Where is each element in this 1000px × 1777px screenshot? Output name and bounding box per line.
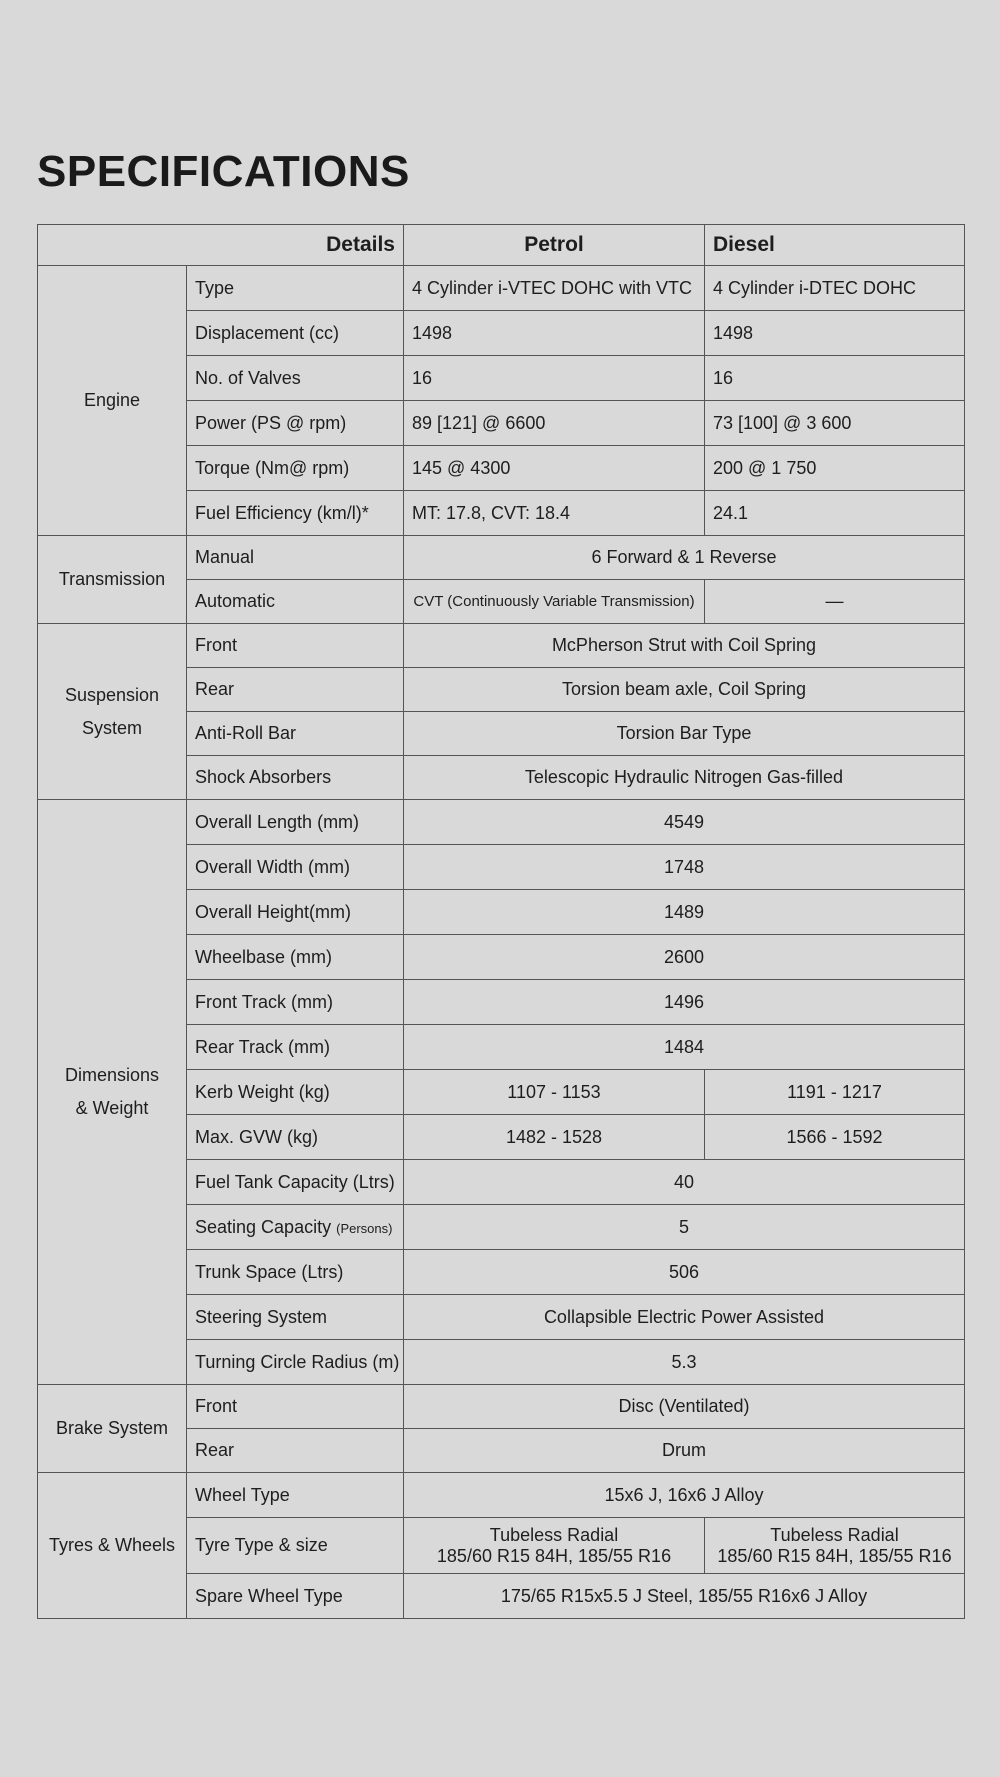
category-line: & Weight bbox=[75, 1098, 149, 1118]
row-label: Overall Length (mm) bbox=[187, 800, 404, 845]
row-label: Wheelbase (mm) bbox=[187, 935, 404, 980]
category-engine: Engine bbox=[38, 266, 187, 536]
category-line: System bbox=[81, 717, 142, 738]
shared-value: 1496 bbox=[404, 980, 965, 1025]
row-label: Rear bbox=[187, 668, 404, 712]
table-row bbox=[38, 1385, 965, 1429]
diesel-value: 1191 - 1217 bbox=[705, 1070, 965, 1115]
diesel-value: 1498 bbox=[705, 311, 965, 356]
shared-value: Torsion beam axle, Coil Spring bbox=[404, 668, 965, 712]
table-row bbox=[38, 536, 965, 580]
table-header-row bbox=[38, 225, 965, 266]
tyre-size-line: 185/60 R15 84H, 185/55 R16 bbox=[436, 1545, 672, 1566]
petrol-value: MT: 17.8, CVT: 18.4 bbox=[404, 491, 705, 536]
petrol-value: 1498 bbox=[404, 311, 705, 356]
header-petrol: Petrol bbox=[404, 225, 705, 266]
row-label: Steering System bbox=[187, 1295, 404, 1340]
petrol-value: CVT (Continuously Variable Transmission) bbox=[404, 580, 705, 624]
shared-value: 40 bbox=[404, 1160, 965, 1205]
shared-value: 1748 bbox=[404, 845, 965, 890]
row-label: Rear Track (mm) bbox=[187, 1025, 404, 1070]
shared-value: McPherson Strut with Coil Spring bbox=[404, 624, 965, 668]
page-title: SPECIFICATIONS bbox=[37, 147, 410, 196]
shared-value: Collapsible Electric Power Assisted bbox=[404, 1295, 965, 1340]
row-label: Shock Absorbers bbox=[187, 756, 404, 800]
row-label: Front bbox=[187, 624, 404, 668]
petrol-value: 89 [121] @ 6600 bbox=[404, 401, 705, 446]
header-details: Details bbox=[38, 225, 404, 266]
row-label-unit: (Persons) bbox=[336, 1220, 393, 1236]
row-label: Type bbox=[187, 266, 404, 311]
diesel-value: 1566 - 1592 bbox=[705, 1115, 965, 1160]
category-line: Dimensions bbox=[64, 1065, 160, 1086]
row-label: Fuel Efficiency (km/l)* bbox=[187, 491, 404, 536]
category-dimensions bbox=[38, 800, 187, 1385]
petrol-value: 4 Cylinder i-VTEC DOHC with VTC bbox=[404, 266, 705, 311]
row-label: Anti-Roll Bar bbox=[187, 712, 404, 756]
shared-value: 1484 bbox=[404, 1025, 965, 1070]
table-row bbox=[38, 1473, 965, 1518]
tyre-size-line: 185/60 R15 84H, 185/55 R16 bbox=[717, 1545, 952, 1566]
shared-value: Disc (Ventilated) bbox=[404, 1385, 965, 1429]
shared-value: 5.3 bbox=[404, 1340, 965, 1385]
header-diesel: Diesel bbox=[705, 225, 965, 266]
shared-value: Drum bbox=[404, 1429, 965, 1473]
row-label: Spare Wheel Type bbox=[187, 1574, 404, 1619]
diesel-value: 16 bbox=[705, 356, 965, 401]
specifications-table bbox=[37, 224, 965, 1619]
diesel-value: 24.1 bbox=[705, 491, 965, 536]
petrol-value: 1482 - 1528 bbox=[404, 1115, 705, 1160]
row-label: Front bbox=[187, 1385, 404, 1429]
diesel-value: 200 @ 1 750 bbox=[705, 446, 965, 491]
category-suspension bbox=[38, 624, 187, 800]
tyre-type-line: Tubeless Radial bbox=[770, 1524, 899, 1545]
row-label: Wheel Type bbox=[187, 1473, 404, 1518]
shared-value: 506 bbox=[404, 1250, 965, 1295]
category-line: Suspension bbox=[64, 684, 160, 705]
tyre-type-line: Tubeless Radial bbox=[489, 1524, 619, 1545]
row-label: Fuel Tank Capacity (Ltrs) bbox=[187, 1160, 404, 1205]
diesel-value: — bbox=[705, 580, 965, 624]
row-label bbox=[187, 1205, 404, 1250]
row-label: Overall Width (mm) bbox=[187, 845, 404, 890]
category-transmission: Transmission bbox=[38, 536, 187, 624]
row-label: Turning Circle Radius (m) bbox=[187, 1340, 404, 1385]
shared-value: 6 Forward & 1 Reverse bbox=[404, 536, 965, 580]
row-label: Max. GVW (kg) bbox=[187, 1115, 404, 1160]
row-label: Kerb Weight (kg) bbox=[187, 1070, 404, 1115]
shared-value: 2600 bbox=[404, 935, 965, 980]
row-label: Overall Height(mm) bbox=[187, 890, 404, 935]
shared-value: 1489 bbox=[404, 890, 965, 935]
shared-value: Telescopic Hydraulic Nitrogen Gas-filled bbox=[404, 756, 965, 800]
row-label: Displacement (cc) bbox=[187, 311, 404, 356]
row-label: No. of Valves bbox=[187, 356, 404, 401]
diesel-value: 4 Cylinder i-DTEC DOHC bbox=[705, 266, 965, 311]
petrol-value: 1107 - 1153 bbox=[404, 1070, 705, 1115]
petrol-value: 145 @ 4300 bbox=[404, 446, 705, 491]
shared-value: 4549 bbox=[404, 800, 965, 845]
row-label: Torque (Nm@ rpm) bbox=[187, 446, 404, 491]
row-label: Manual bbox=[187, 536, 404, 580]
row-label: Automatic bbox=[187, 580, 404, 624]
category-tyres: Tyres & Wheels bbox=[38, 1473, 187, 1619]
table-row bbox=[38, 266, 965, 311]
shared-value: 15x6 J, 16x6 J Alloy bbox=[404, 1473, 965, 1518]
diesel-value: 73 [100] @ 3 600 bbox=[705, 401, 965, 446]
row-label: Trunk Space (Ltrs) bbox=[187, 1250, 404, 1295]
row-label: Tyre Type & size bbox=[187, 1518, 404, 1574]
shared-value: 5 bbox=[404, 1205, 965, 1250]
diesel-value bbox=[705, 1518, 965, 1574]
row-label: Rear bbox=[187, 1429, 404, 1473]
row-label-text: Seating Capacity bbox=[195, 1216, 332, 1237]
table-row bbox=[38, 624, 965, 668]
row-label: Power (PS @ rpm) bbox=[187, 401, 404, 446]
petrol-value: 16 bbox=[404, 356, 705, 401]
row-label: Front Track (mm) bbox=[187, 980, 404, 1025]
category-brakes: Brake System bbox=[38, 1385, 187, 1473]
shared-value: 175/65 R15x5.5 J Steel, 185/55 R16x6 J Alloy bbox=[404, 1574, 965, 1619]
petrol-value bbox=[404, 1518, 705, 1574]
table-row bbox=[38, 800, 965, 845]
shared-value: Torsion Bar Type bbox=[404, 712, 965, 756]
